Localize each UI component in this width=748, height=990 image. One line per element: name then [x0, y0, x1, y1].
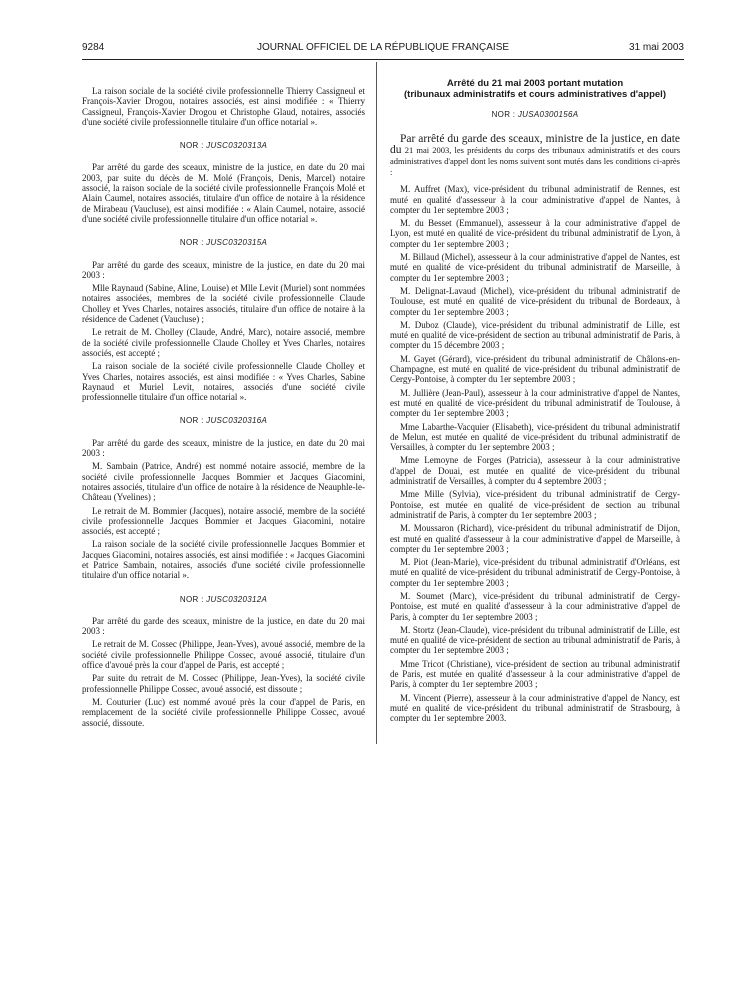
mutation-paragraph: M. Piot (Jean-Marie), vice-président du tribunal administratif d'Orléans, est muté en qualité de vice-président du tribunal administratif de Cergy-Pontoise, à compter du 1er septembre 2003 ;: [390, 557, 680, 588]
journal-title: JOURNAL OFFICIEL DE LA RÉPUBLIQUE FRANÇAISE: [256, 42, 510, 53]
mutation-paragraph: M. Soumet (Marc), vice-président du tribunal administratif de Cergy-Pontoise, est muté en qualité d'assesseur à la cour administrative d'appel de Paris, à compter du 1er septembre 2003 ;: [390, 590, 680, 622]
issue-date: 31 mai 2003: [628, 42, 684, 53]
nor-reference: [82, 238, 365, 248]
mutation-paragraph: M. Duboz (Claude), vice-président du tribunal administratif de Lille, est muté en qualité de vice-président de section au tribunal administratif de Paris, à compter du 15 décembre 2003 ;: [390, 319, 680, 351]
nor-label: NOR :: [491, 110, 516, 119]
mutation-paragraph: M. Vincent (Pierre), assesseur à la cour administrative d'appel de Nancy, est muté en qualité de vice-président du tribunal administratif de Strasbourg, à compter du 1er septembre 2003.: [390, 692, 680, 724]
nor-reference: [82, 416, 365, 426]
nor-code: JUSC0320315A: [206, 238, 268, 248]
lead-large-text: Par arrêté du garde des sceaux, ministre de la justice, en date du: [390, 133, 680, 157]
decree-paragraph: Mlle Raynaud (Sabine, Aline, Louise) et Mlle Levit (Muriel) sont nommées notaires associées, membres de la société civile professionnelle Claude Cholley et Yves Charles, notaires associés, titulaire d'un office de notaire à la résidence de Cadenet (Vaucluse) ;: [82, 283, 365, 325]
mutation-paragraph: Mme Tricot (Christiane), vice-président de section au tribunal administratif de Paris, est mutée en qualité d'assesseur à la cour administrative d'appel de Paris, à compter du 1er septembre 2003 ;: [390, 658, 680, 690]
nor-label: NOR :: [179, 238, 204, 248]
mutation-paragraph: M. Gayet (Gérard), vice-président du tribunal administratif de Châlons-en-Champagne, est muté en qualité de vice-président du tribunal administratif de Cergy-Pontoise, à compter du 1er septembre 2003 ;: [390, 353, 680, 385]
mutation-paragraph: Mme Lemoyne de Forges (Patricia), assesseur à la cour administrative d'appel de Douai, est mutée en qualité de vice-président du tribunal administratif de Versailles, à compter du 4 septembre 2003 ;: [390, 455, 680, 487]
mutation-paragraph: M. du Besset (Emmanuel), assesseur à la cour administrative d'appel de Lyon, est muté en qualité de vice-président du tribunal administratif de Lyon, à compter du 1er septembre 2003 ;: [390, 218, 680, 249]
nor-reference: [82, 141, 365, 151]
decree-paragraph: La raison sociale de la société civile professionnelle Claude Cholley et Yves Charles, notaires associés, est ainsi modifiée : « Yves Charles, Sabine Raynaud et Muriel Levit, notaires, associés d'une société civile professionnelle titulaire d'un office notarial ».: [82, 361, 365, 403]
intro-paragraph: La raison sociale de la société civile professionnelle Thierry Cassigneul et François-Xavier Drogou, notaires associés, est ainsi modifiée : « Thierry Cassigneul, François-Xavier Drogou et Christophe Glaud, notaires, associés d'une société civile professionnelle titulaire d'un office notarial ».: [82, 86, 365, 127]
decree-paragraph: Le retrait de M. Bommier (Jacques), notaire associé, membre de la société civile professionnelle Jacques Bommier et Jacques Giacomini, notaire associés, est accepté ;: [82, 505, 365, 537]
mutation-paragraph: M. Billaud (Michel), assesseur à la cour administrative d'appel de Nantes, est muté en qualité de vice-président du tribunal administratif de Marseille, à compter du 1er septembre 2003 ;: [390, 252, 680, 283]
mutation-paragraph: M. Jullière (Jean-Paul), assesseur à la cour administrative d'appel de Nantes, est muté en qualité de vice-président du tribunal administratif de Toulouse, à compter du 1er septembre 2003 ;: [390, 387, 680, 419]
mutation-paragraph: Mme Labarthe-Vacquier (Elisabeth), vice-président du tribunal administratif de Melun, est mutée en qualité de vice-président du tribunal administratif de Versailles, à compter du 1er septembre 2003 ;: [390, 421, 680, 453]
decree-paragraph: Le retrait de M. Cossec (Philippe, Jean-Yves), avoué associé, membre de la société civile professionnelle Philippe Cossec, avoué associé, titulaire d'un office d'avoué près la cour d'appel de Paris, est accepté ;: [82, 639, 365, 671]
nor-code: JUSC0320312A: [206, 594, 268, 604]
nor-code: JUSC0320313A: [206, 141, 268, 151]
nor-code: JUSA0300156A: [517, 110, 579, 119]
left-column: [82, 86, 365, 731]
decree-paragraph: M. Sambain (Patrice, André) est nommé notaire associé, membre de la société civile professionnelle Jacques Bommier et Jacques Giacomini, notaires associés, titulaire d'un office de notaire à la résidence de Neauphle-le-Château (Yvelines) ;: [82, 461, 365, 503]
nor-reference: [82, 595, 365, 605]
mutation-paragraph: M. Auffret (Max), vice-président du tribunal administratif de Rennes, est muté en qualité d'assesseur à la cour administrative d'appel de Nantes, à compter du 1er septembre 2003 ;: [390, 184, 680, 215]
nor-reference: [390, 110, 680, 120]
decree-paragraph: M. Couturier (Luc) est nommé avoué près la cour d'appel de Paris, en remplacement de la société civile professionnelle Philippe Cossec, avoué associé, dissoute.: [82, 696, 365, 728]
decree-paragraph: Par arrêté du garde des sceaux, ministre de la justice, en date du 20 mai 2003 :: [82, 259, 365, 280]
right-column: [390, 78, 681, 727]
page-header: [82, 42, 684, 58]
decree-paragraph: Le retrait de M. Cholley (Claude, André, Marc), notaire associé, membre de la société civile professionnelle Claude Cholley et Yves Charles, notaires associés, est accepté ;: [82, 327, 365, 358]
decree-lead-paragraph: [390, 134, 680, 178]
decree-title-line: Arrêté du 21 mai 2003 portant mutation: [446, 78, 624, 89]
nor-label: NOR :: [179, 594, 204, 604]
mutation-paragraph: M. Stortz (Jean-Claude), vice-président du tribunal administratif de Lille, est muté en qualité de vice-président de section au tribunal administratif de Paris, à compter du 1er septembre 2003 ;: [390, 624, 680, 656]
decree-paragraph: Par arrêté du garde des sceaux, ministre de la justice, en date du 20 mai 2003 :: [82, 615, 365, 637]
nor-label: NOR :: [179, 141, 204, 151]
decree-paragraph: Par arrêté du garde des sceaux, ministre de la justice, en date du 20 mai 2003, par suite du décès de M. Molé (François, Denis, Marcel) notaire associé, la raison sociale de la société civile professionnelle François Molé et Alain Caumel, notaires associés, titulaire d'un office de notaire à la résidence de Mirabeau (Vaucluse), est ainsi modifiée : « Alain Caumel, notaire, associé d'une société civile professionnelle titulaire d'un office notarial ».: [82, 162, 365, 224]
decree-subtitle-line: (tribunaux administratifs et cours administratives d'appel): [404, 89, 666, 100]
decree-paragraph: Par suite du retrait de M. Cossec (Philippe, Jean-Yves), la société civile professionnelle Philippe Cossec, avoué associé, est dissoute ;: [82, 673, 365, 694]
mutation-paragraph: M. Moussaron (Richard), vice-président du tribunal administratif de Dijon, est muté en qualité d'assesseur à la cour administrative d'appel de Marseille, à compter du 1er septembre 2003 ;: [390, 523, 680, 554]
lead-small-text: 21 mai 2003, les présidents du corps des tribunaux administratifs et des cours administratives d'appel dont les noms suivent sont mutés dans les conditions ci-après :: [390, 145, 681, 178]
decree-paragraph: Par arrêté du garde des sceaux, ministre de la justice, en date du 20 mai 2003 :: [82, 437, 365, 459]
nor-code: JUSC0320316A: [206, 416, 268, 426]
decree-paragraph: La raison sociale de la société civile professionnelle Jacques Bommier et Jacques Giacomini, notaires associés, est ainsi modifiée : « Jacques Giacomini et Patrice Sambain, notaires, associés d'une société civile professionnelle titulaire d'un office notarial ».: [82, 539, 365, 581]
page-number: 9284: [82, 42, 105, 53]
mutation-paragraph: M. Delignat-Lavaud (Michel), vice-président du tribunal administratif de Toulouse, est muté en qualité de vice-président du tribunal de Bordeaux, à compter du 1er septembre 2003 ;: [390, 285, 680, 317]
column-divider: [376, 62, 377, 744]
decree-title: [390, 78, 680, 100]
header-rule: [82, 59, 684, 60]
mutation-paragraph: Mme Mille (Sylvia), vice-président du tribunal administratif de Cergy-Pontoise, est mutée en qualité de vice-président de section au tribunal administratif de Paris, à compter du 1er septembre 2003 ;: [390, 489, 680, 520]
nor-label: NOR :: [179, 416, 204, 426]
